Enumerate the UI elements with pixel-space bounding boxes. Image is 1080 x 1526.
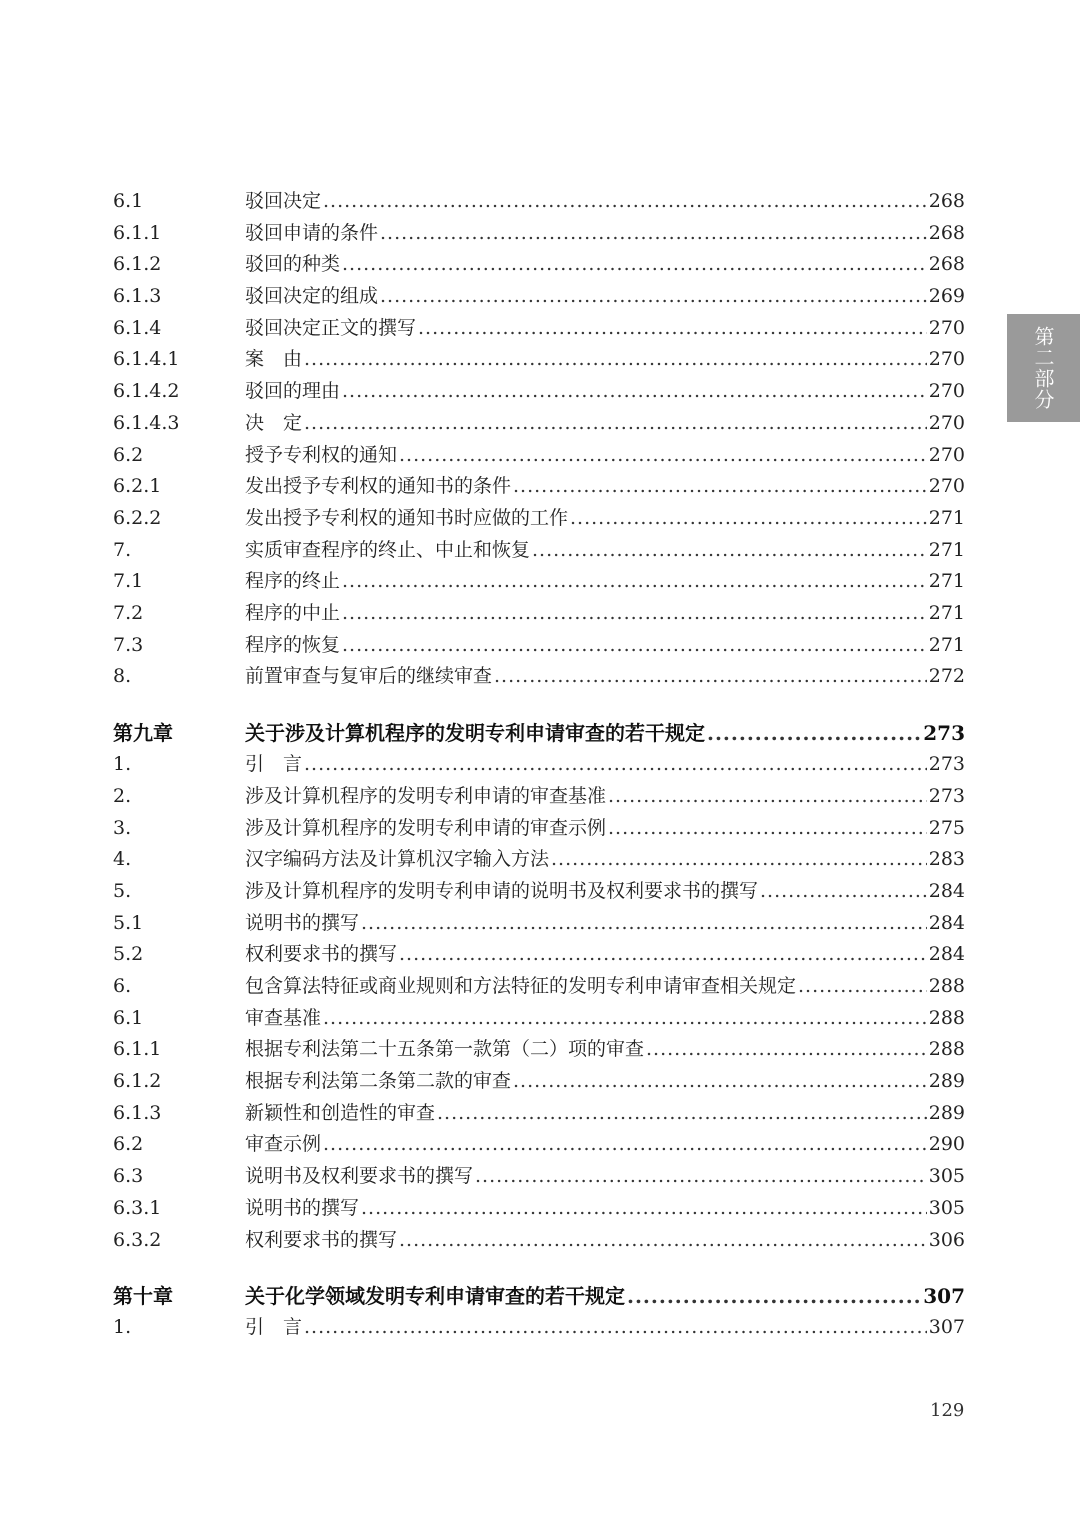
toc-entry-page: 307	[923, 1283, 965, 1308]
toc-entry-number: 6.2.1	[113, 475, 162, 498]
toc-entry-row	[113, 1312, 965, 1344]
toc-entry-row	[113, 1129, 965, 1161]
toc-dot-leader	[570, 503, 927, 535]
toc-entry-page: 284	[928, 879, 965, 902]
toc-dot-leader	[475, 1161, 927, 1193]
toc-entry-row	[113, 1193, 965, 1225]
toc-entry-page: 272	[928, 665, 965, 688]
toc-dot-leader	[342, 630, 927, 662]
toc-entry-title: 程序的恢复	[245, 633, 341, 656]
toc-entry-number: 6.1.3	[113, 285, 162, 308]
toc-entry-page: 284	[928, 911, 965, 934]
toc-entry-page: 273	[928, 753, 965, 776]
toc-entry-page: 288	[928, 1038, 965, 1061]
toc-dot-leader	[760, 876, 927, 908]
toc-entry-page: 273	[923, 720, 965, 745]
toc-entry-title: 案 由	[245, 348, 303, 371]
toc-entry-number: 6.1.2	[113, 1070, 162, 1093]
toc-entry-page: 273	[928, 784, 965, 807]
toc-dot-leader	[608, 813, 927, 845]
toc-entry-row	[113, 876, 965, 908]
toc-dot-leader	[342, 249, 927, 281]
toc-entry-row	[113, 440, 965, 472]
toc-entry-title: 关于涉及计算机程序的发明专利申请审查的若干规定	[245, 720, 705, 745]
toc-entry-number: 6.2.2	[113, 506, 162, 529]
toc-entry-title: 权利要求书的撰写	[245, 943, 398, 966]
toc-entry-page: 271	[928, 601, 965, 624]
toc-entry-number: 5.2	[113, 943, 144, 966]
toc-entry-row	[113, 1066, 965, 1098]
toc-entry-row	[113, 281, 965, 313]
toc-entry-title: 决 定	[245, 411, 303, 434]
toc-dot-leader	[323, 186, 927, 218]
toc-entry-title: 前置审查与复审后的继续审查	[245, 665, 493, 688]
toc-dot-leader	[399, 440, 927, 472]
toc-entry-page: 269	[928, 285, 965, 308]
toc-entry-title: 根据专利法第二条第二款的审查	[245, 1070, 512, 1093]
toc-entry-title: 实质审查程序的终止、中止和恢复	[245, 538, 531, 561]
toc-entry-row	[113, 249, 965, 281]
toc-entry-title: 引 言	[245, 1316, 303, 1339]
toc-entry-title: 包含算法特征或商业规则和方法特征的发明专利申请审查相关规定	[245, 975, 797, 997]
toc-dot-leader	[361, 1193, 927, 1225]
toc-entry-number: 7.2	[113, 601, 144, 624]
toc-entry-page: 288	[928, 975, 965, 997]
toc-entry-title: 新颖性和创造性的审查	[245, 1101, 436, 1124]
side-tab-label: 第二部分	[1031, 326, 1055, 410]
toc-dot-leader	[304, 749, 927, 781]
toc-dot-leader	[646, 1034, 927, 1066]
toc-dot-leader	[418, 313, 927, 345]
toc-entry-title: 引 言	[245, 753, 303, 776]
toc-entry-page: 284	[928, 943, 965, 966]
toc-entry-title: 驳回的种类	[245, 253, 341, 276]
toc-entry-row	[113, 471, 965, 503]
toc-dot-leader	[304, 408, 927, 440]
toc-entry-number: 1.	[113, 753, 132, 776]
toc-entry-title: 涉及计算机程序的发明专利申请的审查基准	[245, 784, 607, 807]
toc-entry-number: 6.1.3	[113, 1101, 162, 1124]
toc-entry-page: 270	[928, 380, 965, 403]
toc-entry-page: 271	[928, 570, 965, 593]
toc-entry-page: 271	[928, 538, 965, 561]
toc-dot-leader	[399, 1225, 927, 1257]
toc-entry-title: 程序的中止	[245, 601, 341, 624]
toc-entry-row	[113, 186, 965, 218]
toc-entry-page: 270	[928, 411, 965, 434]
toc-entry-title: 审查基准	[245, 1006, 322, 1029]
toc-entry-title: 关于化学领域发明专利申请审查的若干规定	[245, 1283, 625, 1308]
toc-dot-leader	[532, 535, 927, 567]
section-side-tab	[1007, 314, 1080, 422]
toc-entry-title: 涉及计算机程序的发明专利申请的审查示例	[245, 816, 607, 839]
toc-dot-leader	[608, 781, 927, 813]
toc-dot-leader	[437, 1098, 927, 1130]
toc-entry-page: 289	[928, 1101, 965, 1124]
toc-dot-leader	[304, 1312, 927, 1344]
toc-entry-row	[113, 630, 965, 662]
toc-entry-number: 6.1.1	[113, 221, 162, 244]
toc-entry-number: 6.1.1	[113, 1038, 162, 1061]
toc-entry-row	[113, 344, 965, 376]
page-number: 129	[930, 1400, 965, 1421]
toc-entry-title: 发出授予专利权的通知书的条件	[245, 475, 512, 498]
toc-dot-leader	[399, 939, 927, 971]
toc-entry-title: 审查示例	[245, 1133, 322, 1156]
toc-dot-leader	[798, 971, 927, 1003]
toc-dot-leader	[342, 566, 927, 598]
toc-dot-leader	[342, 598, 927, 630]
toc-dot-leader	[627, 1281, 921, 1313]
toc-entry-row	[113, 844, 965, 876]
toc-entry-page: 305	[928, 1165, 965, 1188]
toc-entry-number: 6.1	[113, 1006, 144, 1029]
toc-entry-row	[113, 661, 965, 693]
toc-entry-row	[113, 1034, 965, 1066]
toc-entry-number: 6.1.4.1	[113, 348, 180, 371]
table-of-contents	[113, 186, 965, 1344]
toc-entry-number: 1.	[113, 1316, 132, 1339]
toc-chapter-row	[113, 718, 965, 750]
toc-dot-leader	[513, 471, 927, 503]
toc-chapter-row	[113, 1281, 965, 1313]
toc-dot-leader	[494, 661, 927, 693]
toc-entry-title: 驳回的理由	[245, 380, 341, 403]
toc-entry-number: 6.	[113, 975, 132, 997]
toc-entry-page: 268	[928, 253, 965, 276]
toc-entry-row	[113, 535, 965, 567]
toc-entry-title: 说明书及权利要求书的撰写	[245, 1165, 474, 1188]
toc-entry-number: 6.1.4.3	[113, 411, 180, 434]
toc-entry-number: 6.1	[113, 190, 144, 212]
toc-entry-title: 驳回申请的条件	[245, 221, 379, 244]
toc-entry-number: 6.3.1	[113, 1196, 162, 1219]
toc-entry-page: 270	[928, 443, 965, 466]
toc-entry-title: 发出授予专利权的通知书时应做的工作	[245, 506, 569, 529]
toc-entry-title: 驳回决定的组成	[245, 285, 379, 308]
toc-entry-number: 5.	[113, 879, 132, 902]
toc-entry-row	[113, 1225, 965, 1257]
toc-entry-number: 第十章	[113, 1283, 173, 1308]
toc-entry-row	[113, 566, 965, 598]
toc-entry-row	[113, 598, 965, 630]
toc-entry-page: 270	[928, 475, 965, 498]
toc-entry-row	[113, 218, 965, 250]
toc-entry-page: 283	[928, 848, 965, 871]
toc-entry-title: 驳回决定正文的撰写	[245, 316, 417, 339]
toc-entry-number: 6.1.2	[113, 253, 162, 276]
toc-entry-page: 268	[928, 190, 965, 212]
toc-entry-page: 289	[928, 1070, 965, 1093]
toc-entry-page: 268	[928, 221, 965, 244]
toc-entry-title: 涉及计算机程序的发明专利申请的说明书及权利要求书的撰写	[245, 879, 759, 902]
toc-dot-leader	[513, 1066, 927, 1098]
toc-entry-row	[113, 1098, 965, 1130]
toc-dot-leader	[304, 344, 927, 376]
toc-entry-number: 2.	[113, 784, 132, 807]
toc-entry-page: 271	[928, 633, 965, 656]
toc-entry-title: 说明书的撰写	[245, 1196, 360, 1219]
toc-entry-row	[113, 908, 965, 940]
toc-entry-title: 汉字编码方法及计算机汉字输入方法	[245, 848, 550, 871]
toc-entry-row	[113, 939, 965, 971]
toc-entry-number: 7.1	[113, 570, 144, 593]
toc-entry-row	[113, 1003, 965, 1035]
toc-entry-number: 5.1	[113, 911, 144, 934]
toc-entry-title: 驳回决定	[245, 190, 322, 212]
toc-dot-leader	[323, 1129, 927, 1161]
toc-dot-leader	[380, 218, 927, 250]
toc-entry-row	[113, 376, 965, 408]
toc-entry-row	[113, 503, 965, 535]
toc-entry-number: 6.3.2	[113, 1228, 162, 1251]
toc-entry-page: 290	[928, 1133, 965, 1156]
toc-entry-row	[113, 313, 965, 345]
toc-entry-number: 6.1.4.2	[113, 380, 180, 403]
toc-entry-row	[113, 1161, 965, 1193]
toc-entry-page: 307	[928, 1316, 965, 1339]
toc-entry-row	[113, 749, 965, 781]
toc-dot-leader	[361, 908, 927, 940]
toc-entry-number: 6.2	[113, 443, 144, 466]
toc-entry-number: 第九章	[113, 720, 173, 745]
toc-entry-number: 7.3	[113, 633, 144, 656]
toc-entry-number: 8.	[113, 665, 132, 688]
toc-entry-page: 275	[928, 816, 965, 839]
toc-entry-page: 270	[928, 316, 965, 339]
toc-entry-number: 6.3	[113, 1165, 144, 1188]
toc-dot-leader	[342, 376, 927, 408]
toc-dot-leader	[551, 844, 927, 876]
toc-entry-title: 授予专利权的通知	[245, 443, 398, 466]
toc-entry-page: 288	[928, 1006, 965, 1029]
toc-entry-number: 3.	[113, 816, 132, 839]
toc-dot-leader	[323, 1003, 927, 1035]
toc-entry-page: 305	[928, 1196, 965, 1219]
toc-entry-title: 根据专利法第二十五条第一款第（二）项的审查	[245, 1038, 645, 1061]
toc-entry-title: 程序的终止	[245, 570, 341, 593]
toc-entry-number: 4.	[113, 848, 132, 871]
toc-entry-page: 270	[928, 348, 965, 371]
toc-entry-number: 6.1.4	[113, 316, 162, 339]
toc-entry-title: 说明书的撰写	[245, 911, 360, 934]
toc-entry-page: 306	[928, 1228, 965, 1251]
toc-entry-row	[113, 971, 965, 1003]
toc-entry-number: 6.2	[113, 1133, 144, 1156]
toc-entry-row	[113, 781, 965, 813]
toc-entry-row	[113, 813, 965, 845]
toc-dot-leader	[380, 281, 927, 313]
toc-entry-title: 权利要求书的撰写	[245, 1228, 398, 1251]
toc-entry-number: 7.	[113, 538, 132, 561]
toc-dot-leader	[707, 718, 921, 750]
toc-entry-page: 271	[928, 506, 965, 529]
toc-entry-row	[113, 408, 965, 440]
